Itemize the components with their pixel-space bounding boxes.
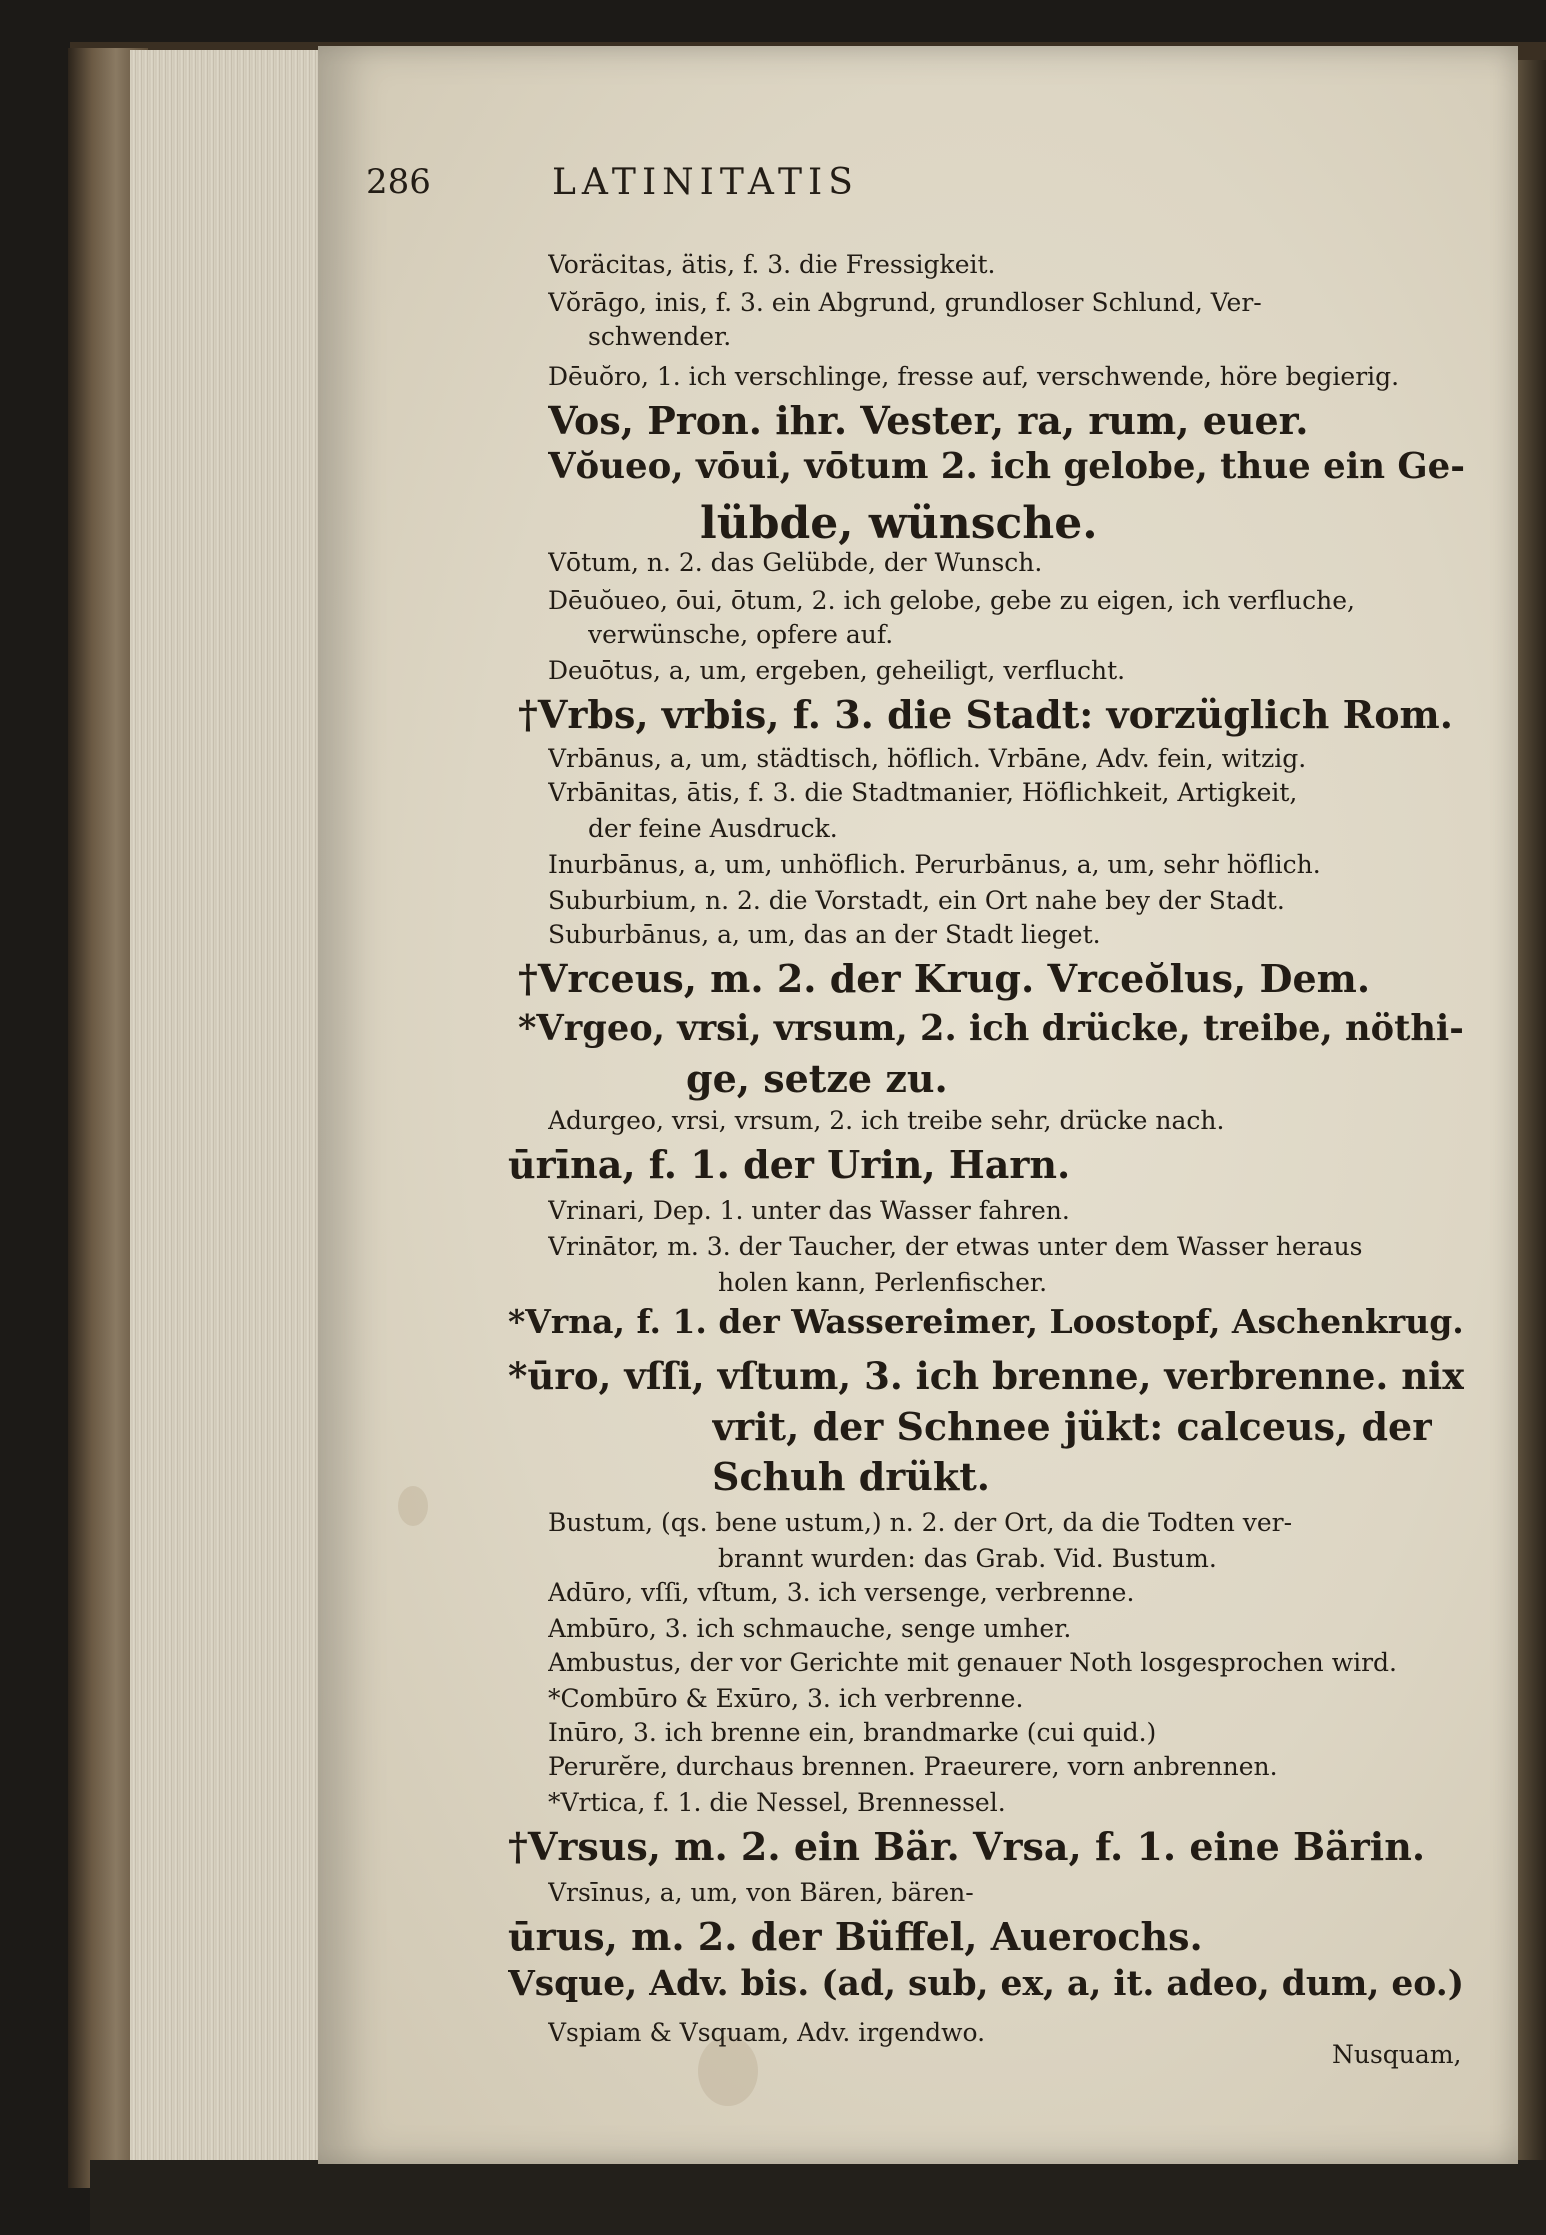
entry-headword-line: ūrīna, f. 1. der Urin, Harn. <box>508 1142 1071 1187</box>
entry-headword-line: Vos, Pron. ihr. Vester, ra, rum, euer. <box>548 398 1309 443</box>
entry-headword-line: Vŏueo, vōui, vōtum 2. ich gelobe, thue ein Ge- <box>548 446 1466 487</box>
entry-headword-line: *Vrgeo, vrsi, vrsum, 2. ich drücke, treibe, nöthi- <box>518 1008 1464 1049</box>
entry-line: Ambūro, 3. ich schmauche, senge umher. <box>548 1614 1072 1643</box>
entry-line: Vrsīnus, a, um, von Bären, bären- <box>548 1878 974 1907</box>
entry-line: Dēuŏro, 1. ich verschlinge, fresse auf, verschwende, höre begierig. <box>548 362 1400 391</box>
entry-headword-line: lübde, wünsche. <box>700 498 1098 549</box>
entry-headword-line: vrit, der Schnee jükt: calceus, der <box>712 1404 1433 1449</box>
entry-line: schwender. <box>588 322 732 351</box>
entry-headword-line: †Vrbs, vrbis, f. 3. die Stadt: vorzüglich Rom. <box>518 692 1453 737</box>
entry-line: Deuōtus, a, um, ergeben, geheiligt, verflucht. <box>548 656 1126 685</box>
entry-headword-line: *ūro, vſſi, vſtum, 3. ich brenne, verbrenne. nix <box>508 1354 1465 1398</box>
entry-line: Adurgeo, vrsi, vrsum, 2. ich treibe sehr, drücke nach. <box>548 1106 1225 1135</box>
entry-headword-line: ūrus, m. 2. der Büffel, Auerochs. <box>508 1914 1203 1959</box>
catchword: Nusquam, <box>1332 2040 1462 2069</box>
entry-headword-line: Schuh drükt. <box>712 1454 991 1499</box>
entry-line: Vrbānus, a, um, städtisch, höflich. Vrbāne, Adv. fein, witzig. <box>548 744 1307 773</box>
entry-headword-line: Vsque, Adv. bis. (ad, sub, ex, a, it. adeo, dum, eo.) <box>508 1964 1465 2004</box>
entry-line: Suburbium, n. 2. die Vorstadt, ein Ort nahe bey der Stadt. <box>548 886 1285 915</box>
entry-line: brannt wurden: das Grab. Vid. Bustum. <box>718 1544 1217 1573</box>
entry-headword-line: *Vrna, f. 1. der Wassereimer, Loostopf, Aschenkrug. <box>508 1302 1464 1341</box>
entry-line: verwünsche, opfere auf. <box>588 620 894 649</box>
entry-line: Vrbānitas, ātis, f. 3. die Stadtmanier, Höflichkeit, Artigkeit, <box>548 778 1298 807</box>
entry-line: Inūro, 3. ich brenne ein, brandmarke (cui quid.) <box>548 1718 1157 1747</box>
entry-line: Vŏrāgo, inis, f. 3. ein Abgrund, grundloser Schlund, Ver- <box>548 288 1262 317</box>
entry-line: Vōtum, n. 2. das Gelübde, der Wunsch. <box>548 548 1043 577</box>
entry-line: Vrinātor, m. 3. der Taucher, der etwas unter dem Wasser heraus <box>548 1232 1363 1261</box>
entry-line: holen kann, Perlenfischer. <box>718 1268 1048 1297</box>
entry-headword-line: ge, setze zu. <box>686 1056 948 1101</box>
entry-headword-line: †Vrceus, m. 2. der Krug. Vrceŏlus, Dem. <box>518 956 1371 1001</box>
entry-line: Ambustus, der vor Gerichte mit genauer Noth losgesprochen wird. <box>548 1648 1397 1677</box>
running-title: LATINITATIS <box>552 162 859 203</box>
entry-line: Voräcitas, ätis, f. 3. die Fressigkeit. <box>548 250 996 279</box>
entry-line: Dēuŏueo, ōui, ōtum, 2. ich gelobe, gebe zu eigen, ich verfluche, <box>548 586 1355 615</box>
entry-line: Vspiam & Vsquam, Adv. irgendwo. <box>548 2018 986 2047</box>
entry-headword-line: †Vrsus, m. 2. ein Bär. Vrsa, f. 1. eine Bärin. <box>508 1824 1426 1869</box>
entry-line: der feine Ausdruck. <box>588 814 838 843</box>
entry-line: *Vrtica, f. 1. die Nessel, Brennessel. <box>548 1788 1006 1817</box>
entry-line: Perurĕre, durchaus brennen. Praeurere, vorn anbrennen. <box>548 1752 1278 1781</box>
entry-line: Inurbānus, a, um, unhöflich. Perurbānus, a, um, sehr höflich. <box>548 850 1321 879</box>
entry-line: Bustum, (qs. bene ustum,) n. 2. der Ort, da die Todten ver- <box>548 1508 1293 1537</box>
entry-line: Suburbānus, a, um, das an der Stadt lieget. <box>548 920 1101 949</box>
entry-line: Adūro, vſſi, vſtum, 3. ich versenge, verbrenne. <box>548 1578 1135 1607</box>
page-number: 286 <box>366 162 431 202</box>
entry-line: Vrinari, Dep. 1. unter das Wasser fahren. <box>548 1196 1070 1225</box>
entry-line: *Combūro & Exūro, 3. ich verbrenne. <box>548 1684 1024 1713</box>
